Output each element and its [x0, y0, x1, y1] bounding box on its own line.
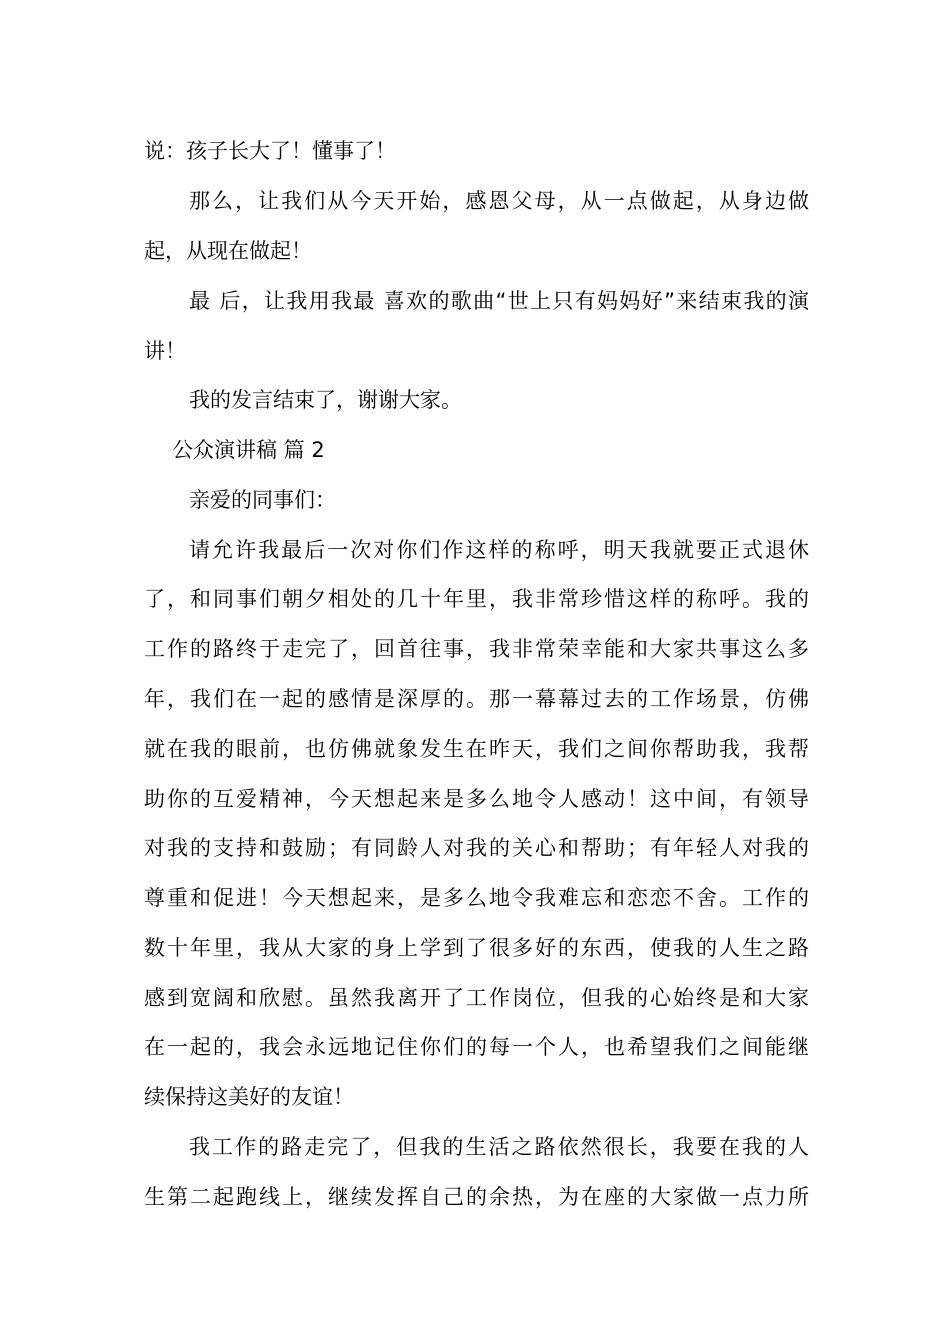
- text-line-22: 生第二起跑线上，继续发挥自己的余热，为在座的大家做一点力所: [144, 1185, 809, 1209]
- text-line-4: 最 后，让我用我最 喜欢的歌曲“世上只有妈妈好”来结束我的演: [189, 289, 809, 313]
- text-line-2: 那么，让我们从今天开始，感恩父母，从一点做起，从身边做: [189, 189, 809, 213]
- section-heading: 公众演讲稿 篇 2: [172, 438, 325, 462]
- text-line-20: 续保持这美好的友谊！: [144, 1085, 354, 1109]
- text-line-13: 就在我的眼前，也仿佛就象发生在昨天，我们之间你帮助我，我帮: [144, 737, 809, 761]
- text-line-1: 说：孩子长大了！懂事了！: [144, 139, 396, 163]
- text-line-6: 我的发言结束了，谢谢大家。: [189, 388, 462, 412]
- text-line-11: 工作的路终于走完了，回首往事，我非常荣幸能和大家共事这么多: [144, 637, 809, 661]
- text-line-19: 在一起的，我会永远地记住你们的每一个人，也希望我们之间能继: [144, 1035, 809, 1059]
- text-line-17: 数十年里，我从大家的身上学到了很多好的东西，使我的人生之路: [144, 936, 809, 960]
- text-line-5: 讲！: [144, 339, 186, 363]
- text-line-14: 助你的互爱精神，今天想起来是多么地令人感动！这中间，有领导: [144, 787, 809, 811]
- text-line-16: 尊重和促进！今天想起来，是多么地令我难忘和恋恋不舍。工作的: [144, 886, 809, 910]
- salutation: 亲爱的同事们：: [189, 488, 336, 512]
- text-line-12: 年，我们在一起的感情是深厚的。那一幕幕过去的工作场景，仿佛: [144, 687, 809, 711]
- text-line-15: 对我的支持和鼓励；有同龄人对我的关心和帮助；有年轻人对我的: [144, 836, 809, 860]
- text-line-9: 请允许我最后一次对你们作这样的称呼，明天我就要正式退休: [189, 538, 809, 562]
- text-line-3: 起，从现在做起！: [144, 239, 312, 263]
- text-line-21: 我工作的路走完了，但我的生活之路依然很长，我要在我的人: [189, 1135, 809, 1159]
- text-line-10: 了，和同事们朝夕相处的几十年里，我非常珍惜这样的称呼。我的: [144, 587, 809, 611]
- text-line-18: 感到宽阔和欣慰。虽然我离开了工作岗位，但我的心始终是和大家: [144, 986, 809, 1010]
